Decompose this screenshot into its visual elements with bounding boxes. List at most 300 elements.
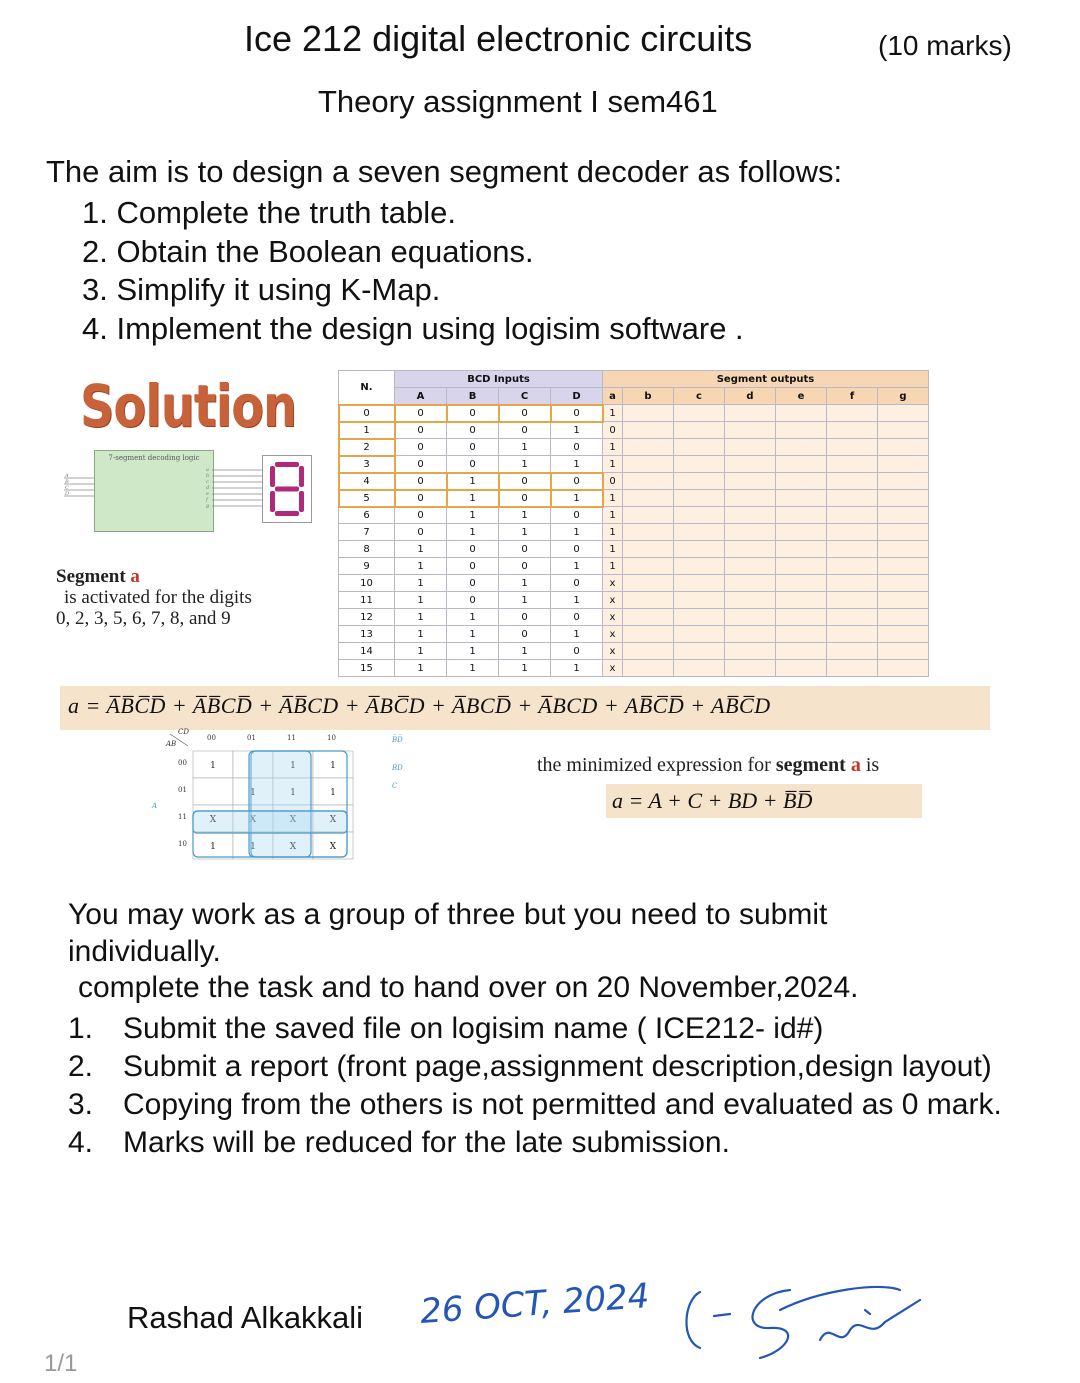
input-cell: 0 — [447, 439, 499, 456]
row-number: 3 — [339, 456, 395, 473]
output-cell-empty[interactable] — [674, 422, 725, 439]
output-cell-a: 0 — [603, 473, 623, 490]
table-row — [339, 405, 929, 422]
caption-text: the minimized expression for — [537, 754, 771, 776]
truth-table — [338, 370, 929, 677]
caption-line: 0, 2, 3, 5, 6, 7, 8, and 9 — [56, 608, 231, 629]
output-cell-empty[interactable] — [827, 609, 878, 626]
output-cell-empty[interactable] — [725, 558, 776, 575]
submission-rules — [68, 1010, 1028, 1162]
output-cell-empty[interactable] — [878, 439, 929, 456]
solution-heading: Solution — [80, 372, 297, 440]
row-number: 10 — [339, 575, 395, 592]
row-number: 2 — [339, 439, 395, 456]
table-row — [339, 422, 929, 439]
kmap-cell-value: 1 — [330, 788, 336, 798]
output-cell-empty[interactable] — [674, 643, 725, 660]
document-title: Ice 212 digital electronic circuits — [244, 18, 753, 59]
decoder-output-label: e — [206, 491, 209, 497]
kmap-cell-value: 1 — [290, 761, 296, 771]
input-cell: 0 — [499, 626, 551, 643]
output-cell-empty[interactable] — [623, 405, 674, 422]
output-header: b — [623, 388, 674, 405]
input-cell: 1 — [447, 609, 499, 626]
table-row — [339, 592, 929, 609]
output-header: g — [878, 388, 929, 405]
table-row — [339, 473, 929, 490]
kmap-col-label: 11 — [287, 734, 296, 742]
row-number: 4 — [339, 473, 395, 490]
caption-text: is — [865, 754, 880, 776]
input-cell: 1 — [551, 626, 603, 643]
input-cell: 1 — [551, 456, 603, 473]
input-header: B — [447, 388, 499, 405]
kmap-cell-value: X — [289, 842, 297, 852]
decoder-input-label: A — [65, 473, 69, 479]
output-cell-empty[interactable] — [827, 643, 878, 660]
table-row — [339, 626, 929, 643]
row-number: 9 — [339, 558, 395, 575]
output-cell-a: x — [603, 660, 623, 677]
karnaugh-map — [148, 724, 410, 864]
table-row — [339, 558, 929, 575]
row-number: 7 — [339, 524, 395, 541]
input-cell: 1 — [499, 592, 551, 609]
input-cell: 0 — [499, 473, 551, 490]
seven-segment-display-icon — [262, 455, 312, 523]
output-cell-empty[interactable] — [827, 660, 878, 677]
decoder-output-label: g — [206, 503, 210, 509]
input-cell: 0 — [499, 558, 551, 575]
row-number: 11 — [339, 592, 395, 609]
input-cell: 0 — [447, 541, 499, 558]
group-header-outputs: Segment outputs — [603, 371, 929, 388]
output-cell-empty[interactable] — [623, 456, 674, 473]
marks-label: (10 marks) — [878, 30, 1012, 61]
output-cell-empty[interactable] — [878, 456, 929, 473]
input-cell: 0 — [551, 643, 603, 660]
output-cell-empty[interactable] — [725, 541, 776, 558]
output-cell-empty[interactable] — [674, 524, 725, 541]
input-cell: 0 — [395, 524, 447, 541]
output-cell-empty[interactable] — [827, 507, 878, 524]
output-cell-empty[interactable] — [674, 507, 725, 524]
rule-item — [68, 1124, 1028, 1162]
output-cell-empty[interactable] — [725, 660, 776, 677]
output-cell-empty[interactable] — [623, 490, 674, 507]
rule-text: Submit the saved file on logisim name ( ICE212- id#) — [123, 1012, 824, 1045]
output-cell-empty[interactable] — [725, 422, 776, 439]
output-cell-empty[interactable] — [776, 660, 827, 677]
output-cell-empty[interactable] — [674, 490, 725, 507]
row-number: 13 — [339, 626, 395, 643]
output-header: e — [776, 388, 827, 405]
table-row — [339, 524, 929, 541]
output-cell-empty[interactable] — [674, 592, 725, 609]
kmap-cell-value: X — [289, 815, 297, 825]
rule-number: 2. — [68, 1050, 94, 1083]
input-cell: 0 — [447, 592, 499, 609]
input-cell: 0 — [447, 575, 499, 592]
output-cell-empty[interactable] — [827, 541, 878, 558]
input-cell: 0 — [499, 405, 551, 422]
output-cell-empty[interactable] — [623, 524, 674, 541]
input-cell: 1 — [447, 473, 499, 490]
output-cell-empty[interactable] — [776, 626, 827, 643]
input-cell: 1 — [551, 422, 603, 439]
input-cell: 1 — [499, 660, 551, 677]
minimized-caption — [537, 754, 879, 777]
input-cell: 0 — [499, 490, 551, 507]
output-cell-empty[interactable] — [623, 575, 674, 592]
output-cell-empty[interactable] — [725, 439, 776, 456]
caption-letter: a — [130, 566, 140, 587]
output-cell-empty[interactable] — [725, 575, 776, 592]
handwritten-date: 26 OCT, 2024 — [418, 1276, 651, 1332]
output-cell-empty[interactable] — [776, 507, 827, 524]
kmap-corner-ab: AB — [166, 740, 177, 748]
output-cell-empty[interactable] — [623, 592, 674, 609]
group-header-inputs: BCD Inputs — [395, 371, 603, 388]
input-cell: 0 — [395, 439, 447, 456]
input-cell: 0 — [551, 473, 603, 490]
output-cell-empty[interactable] — [623, 660, 674, 677]
output-cell-empty[interactable] — [878, 524, 929, 541]
output-cell-a: 1 — [603, 524, 623, 541]
kmap-group-label: C — [392, 782, 398, 790]
output-cell-empty[interactable] — [878, 643, 929, 660]
output-cell-empty[interactable] — [878, 575, 929, 592]
output-cell-a: 1 — [603, 439, 623, 456]
output-cell-empty[interactable] — [776, 456, 827, 473]
output-cell-empty[interactable] — [674, 405, 725, 422]
output-cell-empty[interactable] — [878, 405, 929, 422]
output-cell-empty[interactable] — [674, 473, 725, 490]
output-cell-empty[interactable] — [776, 643, 827, 660]
row-number: 12 — [339, 609, 395, 626]
output-cell-empty[interactable] — [623, 473, 674, 490]
input-cell: 1 — [447, 524, 499, 541]
rule-text: Submit a report (front page,assignment description,design layout) — [123, 1050, 992, 1083]
output-cell-empty[interactable] — [827, 422, 878, 439]
output-cell-empty[interactable] — [827, 439, 878, 456]
output-cell-empty[interactable] — [674, 609, 725, 626]
caption-line: is activated for the digits — [64, 587, 252, 608]
decoder-output-lines — [200, 456, 270, 526]
row-number: 6 — [339, 507, 395, 524]
rule-text: Marks will be reduced for the late submission. — [123, 1126, 730, 1159]
aim-step: 4. Implement the design using logisim software . — [82, 310, 744, 346]
rule-item — [68, 1048, 1028, 1086]
kmap-row-label: 00 — [178, 759, 187, 767]
output-header: c — [674, 388, 725, 405]
output-cell-empty[interactable] — [776, 558, 827, 575]
input-header: C — [499, 388, 551, 405]
table-row — [339, 660, 929, 677]
table-row — [339, 541, 929, 558]
decoder-logic-block — [94, 450, 214, 532]
kmap-col-label: 00 — [207, 734, 216, 742]
caption-head: Segment — [56, 566, 126, 587]
kmap-group-bd — [249, 751, 311, 857]
output-cell-empty[interactable] — [776, 405, 827, 422]
row-number: 1 — [339, 422, 395, 439]
table-row — [339, 490, 929, 507]
input-cell: 0 — [551, 405, 603, 422]
output-cell-a: 1 — [603, 558, 623, 575]
input-cell: 1 — [551, 490, 603, 507]
row-number: 5 — [339, 490, 395, 507]
output-cell-empty[interactable] — [776, 524, 827, 541]
output-cell-a: 1 — [603, 456, 623, 473]
output-cell-empty[interactable] — [878, 558, 929, 575]
input-cell: 1 — [395, 626, 447, 643]
kmap-cell-value: X — [249, 815, 257, 825]
aim-step: 1. Complete the truth table. — [82, 195, 456, 230]
output-cell-empty[interactable] — [725, 473, 776, 490]
input-cell: 0 — [499, 541, 551, 558]
document-subtitle: Theory assignment I sem461 — [318, 84, 718, 119]
input-cell: 0 — [551, 439, 603, 456]
output-cell-empty[interactable] — [827, 524, 878, 541]
output-cell-empty[interactable] — [623, 609, 674, 626]
output-cell-empty[interactable] — [725, 405, 776, 422]
table-row — [339, 575, 929, 592]
input-cell: 1 — [499, 643, 551, 660]
kmap-group-label: B̅D̅ — [392, 736, 403, 744]
decoder-input-lines — [64, 472, 94, 502]
table-row — [339, 643, 929, 660]
output-cell-empty[interactable] — [623, 541, 674, 558]
output-cell-empty[interactable] — [623, 422, 674, 439]
output-cell-empty[interactable] — [827, 473, 878, 490]
output-cell-empty[interactable] — [878, 609, 929, 626]
output-cell-empty[interactable] — [674, 558, 725, 575]
input-cell: 1 — [395, 541, 447, 558]
rule-number: 1. — [68, 1012, 94, 1045]
input-cell: 1 — [395, 643, 447, 660]
output-cell-empty[interactable] — [623, 558, 674, 575]
output-cell-empty[interactable] — [776, 609, 827, 626]
decoder-input-label: C — [65, 485, 69, 491]
output-cell-empty[interactable] — [878, 626, 929, 643]
output-cell-empty[interactable] — [725, 490, 776, 507]
decoder-input-label: D — [65, 491, 70, 497]
input-cell: 1 — [551, 660, 603, 677]
kmap-cell-value: 1 — [250, 842, 256, 852]
aim-step: 3. Simplify it using K-Map. — [82, 272, 441, 307]
output-cell-empty[interactable] — [725, 609, 776, 626]
input-cell: 1 — [447, 660, 499, 677]
kmap-row-label: 11 — [178, 813, 187, 821]
output-cell-empty[interactable] — [776, 490, 827, 507]
input-header: D — [551, 388, 603, 405]
signature-icon — [670, 1270, 930, 1370]
kmap-corner-cd: CD — [178, 728, 189, 736]
input-cell: 1 — [447, 507, 499, 524]
input-cell: 1 — [395, 609, 447, 626]
output-cell-empty[interactable] — [776, 473, 827, 490]
output-cell-empty[interactable] — [878, 507, 929, 524]
output-cell-a: x — [603, 626, 623, 643]
output-cell-empty[interactable] — [674, 456, 725, 473]
output-cell-a: x — [603, 592, 623, 609]
output-header: f — [827, 388, 878, 405]
output-cell-empty[interactable] — [827, 490, 878, 507]
intro-text: The aim is to design a seven segment decoder as follows: — [46, 154, 843, 189]
output-cell-empty[interactable] — [776, 592, 827, 609]
row-number: 14 — [339, 643, 395, 660]
decoder-label: 7-segment decoding logic — [108, 454, 200, 462]
output-cell-a: 1 — [603, 490, 623, 507]
kmap-cell-value: X — [329, 842, 337, 852]
input-cell: 0 — [499, 609, 551, 626]
output-cell-empty[interactable] — [725, 507, 776, 524]
rule-text: Copying from the others is not permitted and evaluated as 0 mark. — [123, 1088, 1002, 1121]
input-cell: 1 — [499, 575, 551, 592]
input-cell: 1 — [395, 592, 447, 609]
kmap-cell-value: 1 — [290, 788, 296, 798]
kmap-cell-value: X — [209, 815, 217, 825]
output-cell-empty[interactable] — [827, 592, 878, 609]
output-cell-empty[interactable] — [674, 575, 725, 592]
input-cell: 1 — [499, 524, 551, 541]
output-cell-empty[interactable] — [827, 405, 878, 422]
output-cell-empty[interactable] — [878, 490, 929, 507]
decoder-output-label: f — [206, 497, 208, 503]
input-cell: 1 — [499, 456, 551, 473]
table-row — [339, 439, 929, 456]
output-cell-empty[interactable] — [827, 575, 878, 592]
input-cell: 0 — [395, 473, 447, 490]
decoder-output-label: a — [206, 467, 209, 473]
group-note: You may work as a group of three but you need to submit individually. — [68, 898, 828, 968]
input-cell: 0 — [551, 507, 603, 524]
input-cell: 1 — [447, 626, 499, 643]
output-cell-a: 0 — [603, 422, 623, 439]
decoder-output-label: c — [206, 479, 209, 485]
output-cell-empty[interactable] — [725, 456, 776, 473]
input-cell: 0 — [447, 422, 499, 439]
kmap-cell-value: 1 — [330, 761, 336, 771]
kmap-cell — [193, 778, 233, 805]
output-cell-a: 1 — [603, 507, 623, 524]
input-cell: 1 — [499, 439, 551, 456]
row-number: 15 — [339, 660, 395, 677]
rule-item — [68, 1010, 1028, 1048]
output-cell-empty[interactable] — [827, 558, 878, 575]
output-cell-empty[interactable] — [674, 660, 725, 677]
output-cell-empty[interactable] — [878, 592, 929, 609]
caption-letter: a — [850, 754, 861, 776]
page-number: 1/1 — [44, 1350, 78, 1377]
rule-number: 3. — [68, 1088, 94, 1121]
input-cell: 0 — [395, 507, 447, 524]
output-cell-a: x — [603, 609, 623, 626]
input-cell: 0 — [551, 575, 603, 592]
input-cell: 0 — [447, 558, 499, 575]
input-cell: 0 — [395, 422, 447, 439]
output-cell-empty[interactable] — [674, 541, 725, 558]
aim-list — [82, 194, 744, 348]
input-cell: 0 — [499, 422, 551, 439]
decoder-output-label: d — [206, 485, 210, 491]
table-row — [339, 456, 929, 473]
output-cell-empty[interactable] — [878, 473, 929, 490]
rule-item — [68, 1086, 1028, 1124]
row-number: 8 — [339, 541, 395, 558]
input-cell: 1 — [447, 490, 499, 507]
kmap-cell-value: 1 — [210, 761, 216, 771]
output-cell-empty[interactable] — [878, 660, 929, 677]
output-cell-empty[interactable] — [878, 422, 929, 439]
decoder-output-label: b — [206, 473, 210, 479]
input-cell: 0 — [551, 609, 603, 626]
decoder-input-label: B — [65, 479, 69, 485]
deadline-text: complete the task and to hand over on 20 November,2024. — [78, 971, 859, 1004]
output-cell-a: x — [603, 575, 623, 592]
input-cell: 1 — [551, 524, 603, 541]
output-cell-empty[interactable] — [623, 507, 674, 524]
output-cell-empty[interactable] — [776, 422, 827, 439]
minimized-expression: a = A + C + BD + B̅D̅ — [612, 788, 813, 813]
output-cell-empty[interactable] — [623, 626, 674, 643]
input-cell: 0 — [395, 456, 447, 473]
kmap-cell-value: 1 — [250, 788, 256, 798]
output-cell-a: 1 — [603, 541, 623, 558]
output-cell-empty[interactable] — [725, 524, 776, 541]
input-cell: 1 — [551, 558, 603, 575]
row-number: 0 — [339, 405, 395, 422]
input-cell: 1 — [395, 660, 447, 677]
output-cell-empty[interactable] — [776, 541, 827, 558]
output-cell-empty[interactable] — [776, 575, 827, 592]
output-cell-empty[interactable] — [725, 643, 776, 660]
aim-step: 2. Obtain the Boolean equations. — [82, 233, 534, 269]
table-row — [339, 609, 929, 626]
output-cell-empty[interactable] — [674, 626, 725, 643]
output-cell-empty[interactable] — [827, 626, 878, 643]
kmap-col-label: 01 — [247, 734, 256, 742]
output-cell-empty[interactable] — [725, 592, 776, 609]
input-cell: 0 — [551, 541, 603, 558]
output-cell-empty[interactable] — [776, 439, 827, 456]
output-cell-empty[interactable] — [674, 439, 725, 456]
author-name: Rashad Alkakkali — [127, 1300, 364, 1335]
input-header: A — [395, 388, 447, 405]
col-header-n: N. — [339, 371, 395, 405]
input-cell: 0 — [447, 405, 499, 422]
output-cell-empty[interactable] — [623, 439, 674, 456]
input-cell: 0 — [395, 405, 447, 422]
output-header: d — [725, 388, 776, 405]
rule-number: 4. — [68, 1126, 94, 1159]
output-header: a — [603, 388, 623, 405]
kmap-cell-value: X — [329, 815, 337, 825]
output-cell-empty[interactable] — [878, 541, 929, 558]
output-cell-a: x — [603, 643, 623, 660]
output-cell-a: 1 — [603, 405, 623, 422]
output-cell-empty[interactable] — [623, 643, 674, 660]
kmap-col-label: 10 — [327, 734, 336, 742]
kmap-group-label: A — [152, 802, 158, 810]
table-row — [339, 507, 929, 524]
input-cell: 1 — [551, 592, 603, 609]
output-cell-empty[interactable] — [725, 626, 776, 643]
input-cell: 1 — [447, 643, 499, 660]
kmap-row-label: 10 — [178, 840, 187, 848]
output-cell-empty[interactable] — [827, 456, 878, 473]
